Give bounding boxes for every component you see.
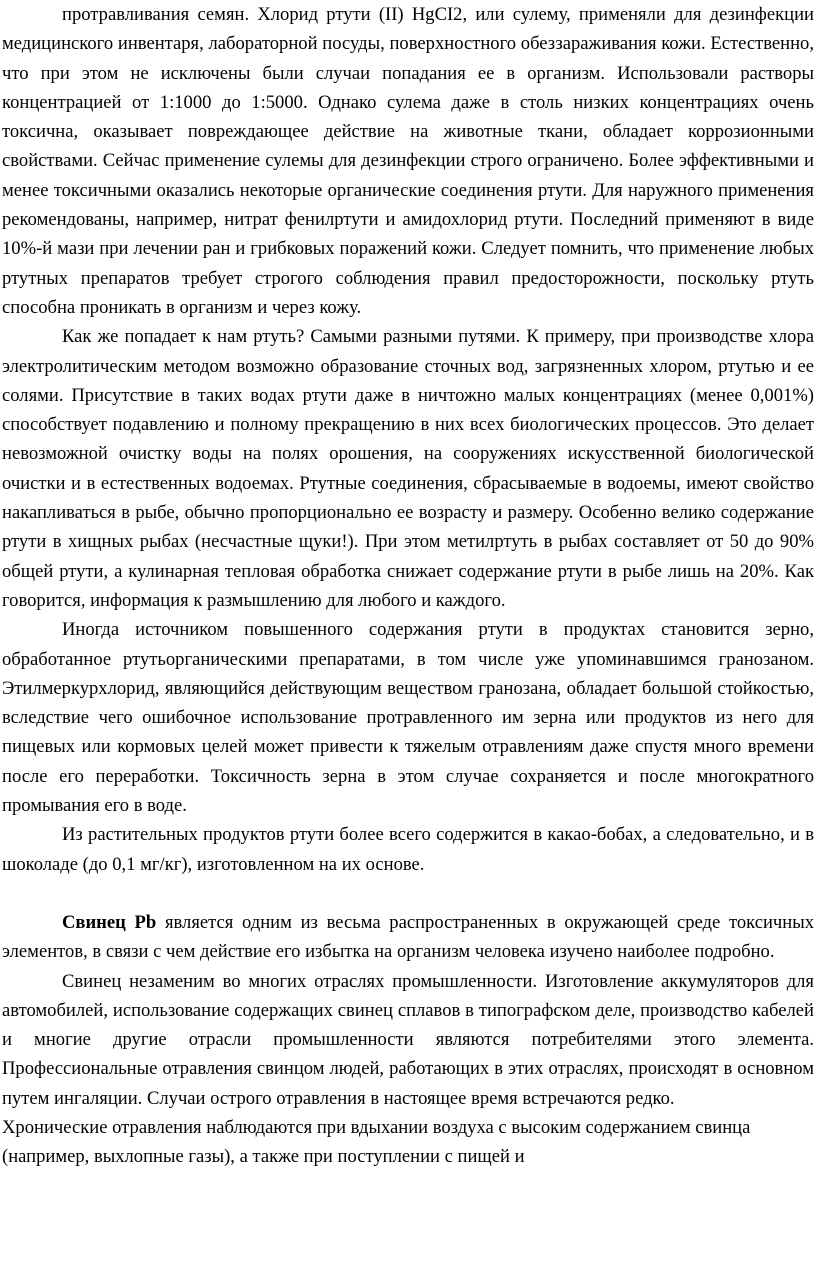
- paragraph-gap: [2, 879, 814, 908]
- paragraph-mercury-disinfection: протравливания семян. Хлорид ртути (II) HgCI2, или сулему, применяли для дезинфекции медицинского инвентаря, лабораторной посуды, поверхностного обеззараживания кожи. Естественно, что при этом не исключены были случаи попадания ее в организм. Использовали растворы концентрацией от 1:1000 до 1:5000. Однако сулема даже в столь низких концентрациях очень токсична, оказывает повреждающее действие на животные ткани, обладает коррозионными свойствами. Сейчас применение сулемы для дезинфекции строго ограничено. Более эффективными и менее токсичными оказались некоторые органические соединения ртути. Для наружного применения рекомендованы, например, нитрат фенилртути и амидохлорид ртути. Последний применяют в виде 10%-й мази при лечении ран и грибковых поражений кожи. Следует помнить, что применение любых ртутных препаратов требует строгого соблюдения правил предосторожности, поскольку ртуть способна проникать в организм и через кожу.: [2, 4, 814, 318]
- paragraph-mercury-sources: Как же попадает к нам ртуть? Самыми разными путями. К примеру, при производстве хлора электролитическим методом возможно образование сточных вод, загрязненных хлором, ртутью и ее солями. Присутствие в таких водах ртути даже в ничтожно малых концентрациях (менее 0,001%) способствует подавлению и полному прекращению в них всех биологических процессов. Это делает невозможной очистку воды на полях орошения, на сооружениях искусственной биологической очистки и в естественных водоемах. Ртутные соединения, сбрасываемые в водоемы, имеют свойство накапливаться в рыбе, обычно пропорционально ее возрасту и размеру. Особенно велико содержание ртути в хищных рыбах (несчастные щуки!). При этом метилртуть в рыбах составляет от 50 до 90% общей ртути, а кулинарная тепловая обработка снижает содержание ртути в рыбе лишь на 20%. Как говорится, информация к размышлению для любого и каждого.: [2, 326, 814, 611]
- lead-heading: Свинец Pb: [62, 911, 157, 933]
- lead-intro-text: является одним из весьма распространенных в окружающей среде токсичных элементов, в связи с чем действие его избытка на организм человека изучено наиболее подробно.: [2, 911, 814, 963]
- paragraph-lead-industry: Свинец незаменим во многих отраслях промышленности. Изготовление аккумуляторов для автомобилей, использование содержащих свинец сплавов в типографском деле, производство кабелей и многие другие отрасли промышленности являются потребителями этого элемента. Профессиональные отравления свинцом людей, работающих в этих отраслях, происходят в основном путем ингаляции. Случаи острого отравления в настоящее время встречаются редко.: [2, 970, 814, 1109]
- document-page: [2, 0, 814, 1172]
- paragraph-lead-intro: [2, 908, 814, 967]
- paragraph-lead-chronic: Хронические отравления наблюдаются при вдыхании воздуха с высоким содержанием свинца (например, выхлопные газы), а также при поступлении с пищей и: [2, 1116, 751, 1168]
- paragraph-mercury-cocoa: Из растительных продуктов ртути более всего содержится в какао-бобах, а следовательно, и в шоколаде (до 0,1 мг/кг), изготовленном на их основе.: [2, 824, 814, 875]
- paragraph-mercury-grain: Иногда источником повышенного содержания ртути в продуктах становится зерно, обработанное ртутьорганическими препаратами, в том числе уже упоминавшимся гранозаном. Этилмеркурхлорид, являющийся действующим веществом гранозана, обладает большой стойкостью, вследствие чего ошибочное использование протравленного им зерна или продуктов из него для пищевых или кормовых целей может привести к тяжелым отравлениям даже спустя много времени после его переработки. Токсичность зерна в этом случае сохраняется и после многократного промывания его в воде.: [2, 619, 814, 817]
